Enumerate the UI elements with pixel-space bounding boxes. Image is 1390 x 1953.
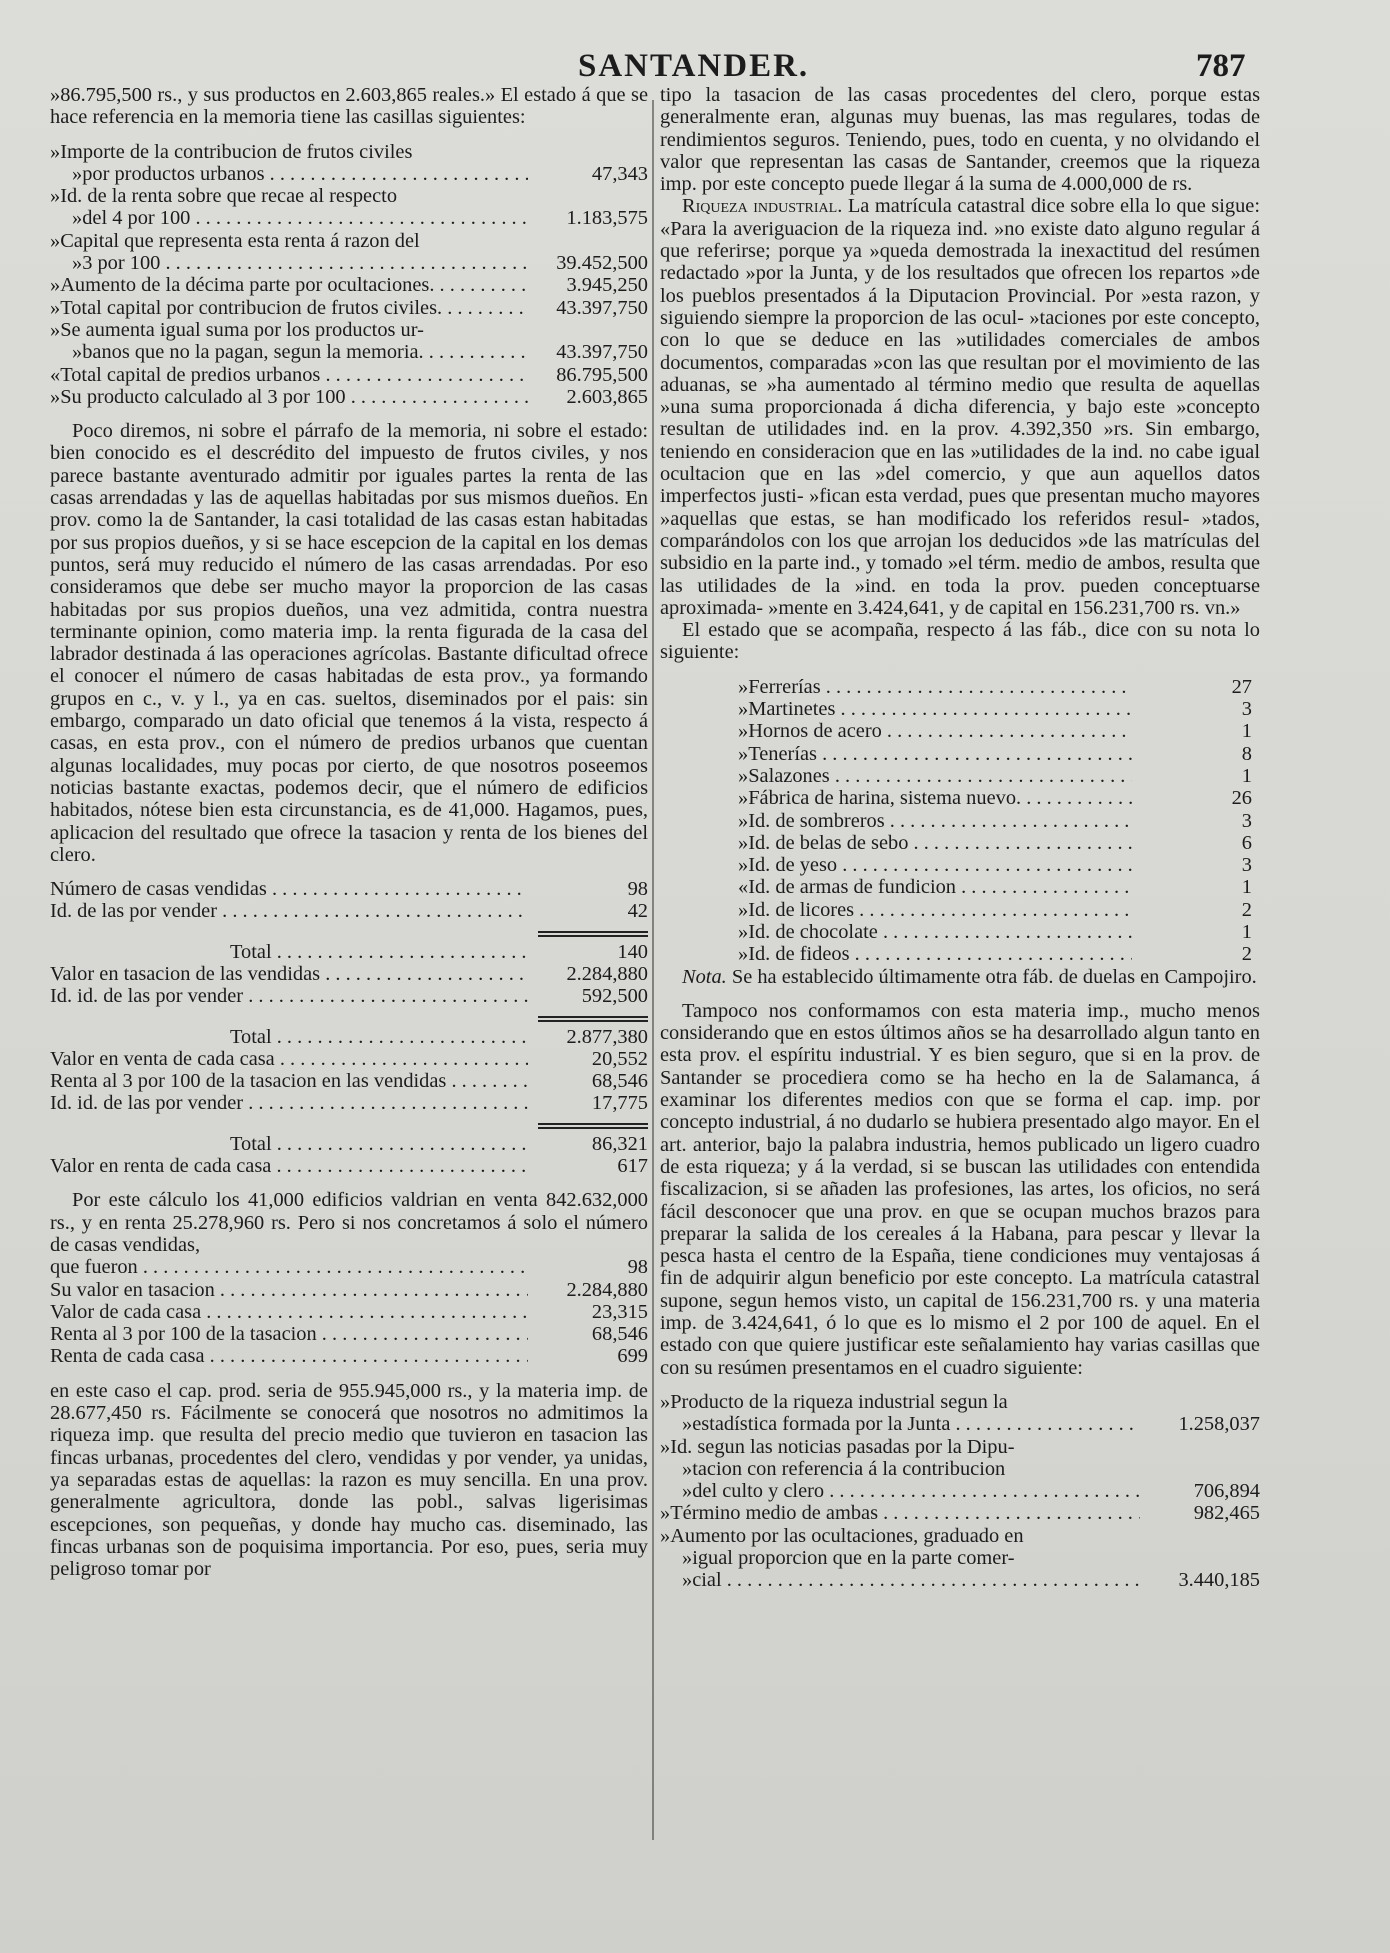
body-paragraph: tipo la tasacion de las casas procedentes del clero, porque estas generalmente eran, algunas muy buenas, las mas regulares, todas de rendimientos seguros. Teniendo, pues, todo en cuenta, y no olvidando el valor que representan las casas de Santander, creemos que la riqueza imp. por este concepto puede llegar á la suma de 4.000,000 de rs. [660, 84, 1260, 196]
row-label: »del culto y clero . . . [660, 1480, 1140, 1502]
row-value: 20,552 [591, 1047, 648, 1070]
row-label: »Importe de la contribucion de frutos civiles [50, 140, 413, 163]
row-label: »cial . . . [660, 1569, 1140, 1591]
row-label: Total . . . [50, 1026, 528, 1048]
body-paragraph: Tampoco nos conformamos con esta materia imp., mucho menos considerando que en estos últimos años se ha desarrollado algun tanto en esta prov. el espíritu industrial. Y es bien seguro, que si en la prov. de Santander se procediera como se ha hecho en la de Salamanca, á examinar los diferentes medios con que se forma el cap. imp. por concepto industrial, á no dudarlo se hubiera presentado algo mayor. En el art. anterior, bajo la palabra industria, hemos publicado un ligero cuadro de esta riqueza; y á la verdad, si se buscan las utilidades con entendida fiscalizacion, si se añaden las profesiones, las artes, los oficios, no será fácil desconocer que una prov. en que se ocupan muchos brazos para preparar la salida de los cereales á la Habana, para pescar y llevar la pesca hasta el centro de la España, tiene condiciones muy ventajosas á fin de adquirir algun beneficio por este concepto. La matrícula catastral supone, segun hemos visto, un capital de 156.231,700 rs. y una materia imp. de 3.424,641, ó lo que es lo mismo el 2 por 100 de aquel. En el estado con que quiere justificar este señalamiento hay varias casillas que con su resúmen presentamos en el cuadro siguiente: [660, 999, 1260, 1379]
row-value: 17,775 [591, 1092, 648, 1115]
row-value: 23,315 [591, 1300, 648, 1323]
table-row [738, 832, 1252, 854]
row-label: »Id. de licores . . . [738, 899, 1132, 921]
row-label: »del 4 por 100 . . . [50, 207, 528, 229]
row-value: 3 [1241, 698, 1252, 721]
table-row [50, 252, 648, 274]
table-row [50, 274, 648, 296]
table-row [50, 1155, 648, 1177]
row-value: 42 [627, 900, 648, 923]
row-label: »Término medio de ambas . . . [660, 1502, 1140, 1524]
body-paragraph: El estado que se acompaña, respecto á las fáb., dice con su nota lo siguiente: [660, 619, 1260, 664]
row-label: Valor en venta de cada casa . . . [50, 1048, 528, 1070]
row-value: 706,894 [1193, 1480, 1260, 1503]
page-number: 787 [1196, 48, 1246, 84]
table-row [660, 1502, 1260, 1524]
row-label: que fueron . . . [50, 1256, 528, 1278]
row-label: »igual proporcion que en la parte comer- [682, 1547, 1015, 1569]
row-value: 3 [1241, 809, 1252, 832]
table-row [50, 1256, 648, 1278]
table-row [50, 207, 648, 229]
row-value: 43.397,750 [556, 296, 648, 319]
row-label: Número de casas vendidas . . . [50, 878, 528, 900]
table-row [738, 899, 1252, 921]
row-value: 982,465 [1193, 1502, 1260, 1525]
row-label: Id. de las por vender . . . [50, 900, 528, 922]
running-title: SANTANDER. [578, 48, 810, 84]
row-label: »Id. de sombreros . . . [738, 810, 1132, 832]
row-label: »Id. de belas de sebo . . . [738, 832, 1132, 854]
row-label: «Total capital de predios urbanos . . . [50, 364, 528, 386]
total-rule [50, 1123, 648, 1129]
row-value: 3.440,185 [1178, 1569, 1260, 1592]
sold-houses-table [50, 1256, 648, 1367]
table-row [660, 1436, 1260, 1458]
note-heading: Nota. [682, 965, 727, 988]
row-label: »Su producto calculado al 3 por 100 . . . [50, 386, 528, 408]
table-row [660, 1480, 1260, 1502]
table-row [738, 743, 1252, 765]
body-paragraph [660, 195, 1260, 619]
table-row [738, 787, 1252, 809]
table-row [50, 341, 648, 363]
table-row [660, 1525, 1260, 1547]
row-value: 86,321 [591, 1132, 648, 1155]
row-label: »Fábrica de harina, sistema nuevo. . . . . . [738, 787, 1132, 809]
table-row [50, 900, 648, 922]
table-row [50, 1048, 648, 1070]
row-label: »Salazones . . . [738, 765, 1132, 787]
row-value: 43.397,750 [556, 341, 648, 364]
table-row [50, 163, 648, 185]
row-label: »Tenerías . . . [738, 743, 1132, 765]
row-value: 1 [1241, 920, 1252, 943]
row-value: 26 [1231, 787, 1252, 810]
row-label: Valor de cada casa . . . [50, 1301, 528, 1323]
section-text: La matrícula catastral dice sobre ella lo que sigue: «Para la averiguacion de la riqueza ind. »no existe dato alguno regular á que referirse; porque ya »queda demostrada la inexactitud del resúmen redactado »por la Junta, y de los resultados que ofrecen los repartos »de los pueblos presentados á la Diputacion Provincial. Por »esta razon, y siguiendo siempre la proporcion de las ocul- »taciones por este concepto, con lo que se deduce en las »utilidades comerciales de ambos documentos, comparadas »con las que resultan por el movimiento de las aduanas, se »ha aumentado al término medio que resulta de aquellas »una suma proporcionada á dicha diferencia, y bajo este »concepto resultan de utilidades ind. en la prov. 4.392,350 »rs. Sin embargo, teniendo en consideracion que en las »utilidades de la ind. no cabe igual ocultacion que en las »del comercio, y que aun aquellos datos imperfectos justi- »fican esta verdad, pues que presentan mucho mayores »aquellas que estas, se han modificado los referidos resul- »tados, comparándolos con los que arrojan los deducidos »de las matrículas del subsidio en la parte ind., y tomado »el térm. medio de ambos, resulta que las utilidades de la »ind. en toda la prov. pueden conceptuarse aproximada- »mente en 3.424,641, y de capital en 156.231,700 rs. vn.» [660, 195, 1260, 619]
row-value: 2.877,380 [566, 1025, 648, 1048]
body-paragraph: Poco diremos, ni sobre el párrafo de la memoria, ni sobre el estado: bien conocido es el descrédito del impuesto de frutos civiles, y nos parece bastante aventurado admitir por iguales partes la renta de las casas arrendadas y las de aquellas habitadas por sus mismos dueños. En prov. como la de Santander, la casi totalidad de las casas estan habitadas por sus propios dueños, y si se hace escepcion de la capital en los demas puntos, será muy reducido el número de las casas arrendadas. Por eso consideramos que debe ser mucho mayor la proporcion de las casas habitadas por sus propios dueños, una vez admitida, contra nuestra terminante opinion, como materia imp. la renta figurada de la casa del labrador destinada á las operaciones agrícolas. Bastante dificultad ofrece el conocer el número de casas habitadas de esta prov., ya formando grupos en c., v. y l., ya en cas. sueltos, diseminados por el pais: sin embargo, comparado un dato oficial que tenemos á la vista, respecto á casas, en esta prov., con el número de predios urbanos que cuentan algunas localidades, muy pocas por cierto, de que nosotros poseemos noticias bastante exactas, podemos decir, que el número de edificios habitados, nótese bien esta circunstancia, es de 41,000. Hagamos, pues, aplicacion del resultado que ofrece la tasacion y renta de los bienes del clero. [50, 420, 648, 866]
table-row [50, 1301, 648, 1323]
note-text: Se ha establecido últimamente otra fáb. de duelas en Campojiro. [731, 965, 1257, 988]
body-paragraph: Por este cálculo los 41,000 edificios valdrian en venta 842.632,000 rs., y en renta 25.278,960 rs. Pero si nos concretamos á solo el número de casas vendidas, [50, 1189, 648, 1256]
table-row [738, 943, 1252, 965]
table-row [50, 386, 648, 408]
total-rule [50, 931, 648, 937]
row-value: 2 [1241, 943, 1252, 966]
row-value: 592,500 [581, 985, 648, 1008]
industry-table [660, 1391, 1260, 1592]
row-label: »tacion con referencia á la contribucion [682, 1457, 1006, 1480]
row-label: »banos que no la pagan, segun la memoria. . . . . [50, 341, 528, 363]
table-row [50, 364, 648, 386]
row-label: »Aumento de la décima parte por ocultaciones. . . . [50, 274, 528, 296]
row-label: »Id. de yeso . . . [738, 854, 1132, 876]
table-row [50, 297, 648, 319]
row-value: 2.284,880 [566, 962, 648, 985]
row-value: 3 [1241, 854, 1252, 877]
total-row [50, 1026, 648, 1048]
total-row [50, 941, 648, 963]
table-row [738, 854, 1252, 876]
houses-table [50, 878, 648, 1177]
row-label: Total . . . [50, 941, 528, 963]
table-row [738, 765, 1252, 787]
row-value: 140 [617, 940, 648, 963]
row-label: »Ferrerías . . . [738, 676, 1132, 698]
row-label: Id. id. de las por vender . . . [50, 985, 528, 1007]
row-value: 1 [1241, 720, 1252, 743]
table-row [50, 985, 648, 1007]
row-label: Id. id. de las por vender . . . [50, 1092, 528, 1114]
table-row [738, 810, 1252, 832]
table-row [50, 963, 648, 985]
row-value: 68,546 [591, 1323, 648, 1346]
table-row [738, 676, 1252, 698]
row-label: Su valor en tasacion . . . [50, 1279, 528, 1301]
section-heading: Riqueza industrial. [682, 195, 843, 218]
row-value: 8 [1241, 742, 1252, 765]
table-row [50, 141, 648, 163]
table-row [738, 698, 1252, 720]
row-value: 3.945,250 [566, 274, 648, 297]
row-value: 86.795,500 [556, 363, 648, 386]
row-value: 39.452,500 [556, 252, 648, 275]
row-label: »Total capital por contribucion de frutos civiles. . . . [50, 297, 528, 319]
row-value: 1.183,575 [566, 207, 648, 230]
row-label: »Martinetes . . . [738, 698, 1132, 720]
row-value: 47,343 [591, 162, 648, 185]
row-value: 98 [627, 1256, 648, 1279]
table-row [660, 1547, 1260, 1569]
row-value: 27 [1231, 675, 1252, 698]
table-row [660, 1413, 1260, 1435]
row-label: Total . . . [50, 1133, 528, 1155]
row-value: 1 [1241, 764, 1252, 787]
row-label: »Id. de fideos . . . [738, 943, 1132, 965]
table-row [738, 921, 1252, 943]
row-label: »Producto de la riqueza industrial segun la [660, 1390, 1008, 1413]
row-label: Valor en renta de cada casa . . . [50, 1155, 528, 1177]
table-row [660, 1458, 1260, 1480]
table-row [50, 1323, 648, 1345]
table-row [50, 230, 648, 252]
row-label: »Hornos de acero . . . [738, 720, 1132, 742]
row-label: »Id. segun las noticias pasadas por la Dipu- [660, 1435, 1015, 1458]
row-label: »por productos urbanos . . . [50, 163, 528, 185]
table-row [738, 720, 1252, 742]
row-label: »Aumento por las ocultaciones, graduado en [660, 1524, 1024, 1547]
table-row [50, 1345, 648, 1367]
row-label: »Se aumenta igual suma por los productos ur- [50, 318, 424, 341]
row-label: Renta de cada casa . . . [50, 1345, 528, 1367]
row-value: 2 [1241, 898, 1252, 921]
row-value: 2.603,865 [566, 385, 648, 408]
row-value: 1 [1241, 876, 1252, 899]
row-value: 6 [1241, 831, 1252, 854]
row-value: 68,546 [591, 1070, 648, 1093]
right-column [660, 84, 1260, 1592]
row-label: »Id. de chocolate . . . [738, 921, 1132, 943]
table-row [50, 185, 648, 207]
factories-table [660, 676, 1260, 966]
table-row [50, 1070, 648, 1092]
income-table [50, 141, 648, 409]
table-row [660, 1569, 1260, 1591]
row-label: »estadística formada por la Junta . . . [660, 1413, 1140, 1435]
row-label: Renta al 3 por 100 de la tasacion en las vendidas . . . [50, 1070, 528, 1092]
table-row [50, 319, 648, 341]
column-divider [652, 100, 654, 1840]
table-row [50, 1279, 648, 1301]
body-paragraph: en este caso el cap. prod. seria de 955.945,000 rs., y la materia imp. de 28.677,450 rs. Fácilmente se conocerá que nosotros no admitimos la riqueza imp. que resulta del precio medio que tuvieron en tasacion las fincas urbanas, procedentes del clero, vendidas y por vender, ya unidas, ya separadas estas de aquellas: la razon es muy sencilla. En una prov. generalmente agricultora, donde las pobl., salvas ligerisimas escepciones, son pequeñas, y donde hay mucho cas. diseminado, las fincas urbanas son de poquisima importancia. Por eso, pues, seria muy peligroso tomar por [50, 1379, 648, 1581]
row-label: Renta al 3 por 100 de la tasacion . . . [50, 1323, 528, 1345]
total-rule [50, 1016, 648, 1022]
row-label: «Id. de armas de fundicion . . . [738, 876, 1132, 898]
total-row [50, 1133, 648, 1155]
row-value: 1.258,037 [1178, 1413, 1260, 1436]
table-row [50, 878, 648, 900]
table-row [50, 1092, 648, 1114]
row-value: 98 [627, 878, 648, 901]
row-value: 699 [617, 1345, 648, 1368]
intro-paragraph: »86.795,500 rs., y sus productos en 2.603,865 reales.» El estado á que se hace referencia en la memoria tiene las casillas siguientes: [50, 84, 648, 129]
table-row [738, 876, 1252, 898]
left-column [50, 84, 648, 1580]
row-label: »3 por 100 . . . [50, 252, 528, 274]
row-value: 2.284,880 [566, 1278, 648, 1301]
row-label: »Capital que representa esta renta á razon del [50, 229, 420, 252]
row-value: 617 [617, 1155, 648, 1178]
row-label: Valor en tasacion de las vendidas . . . [50, 963, 528, 985]
table-row [660, 1391, 1260, 1413]
row-label: »Id. de la renta sobre que recae al respecto [50, 185, 398, 208]
note-paragraph [660, 966, 1260, 988]
